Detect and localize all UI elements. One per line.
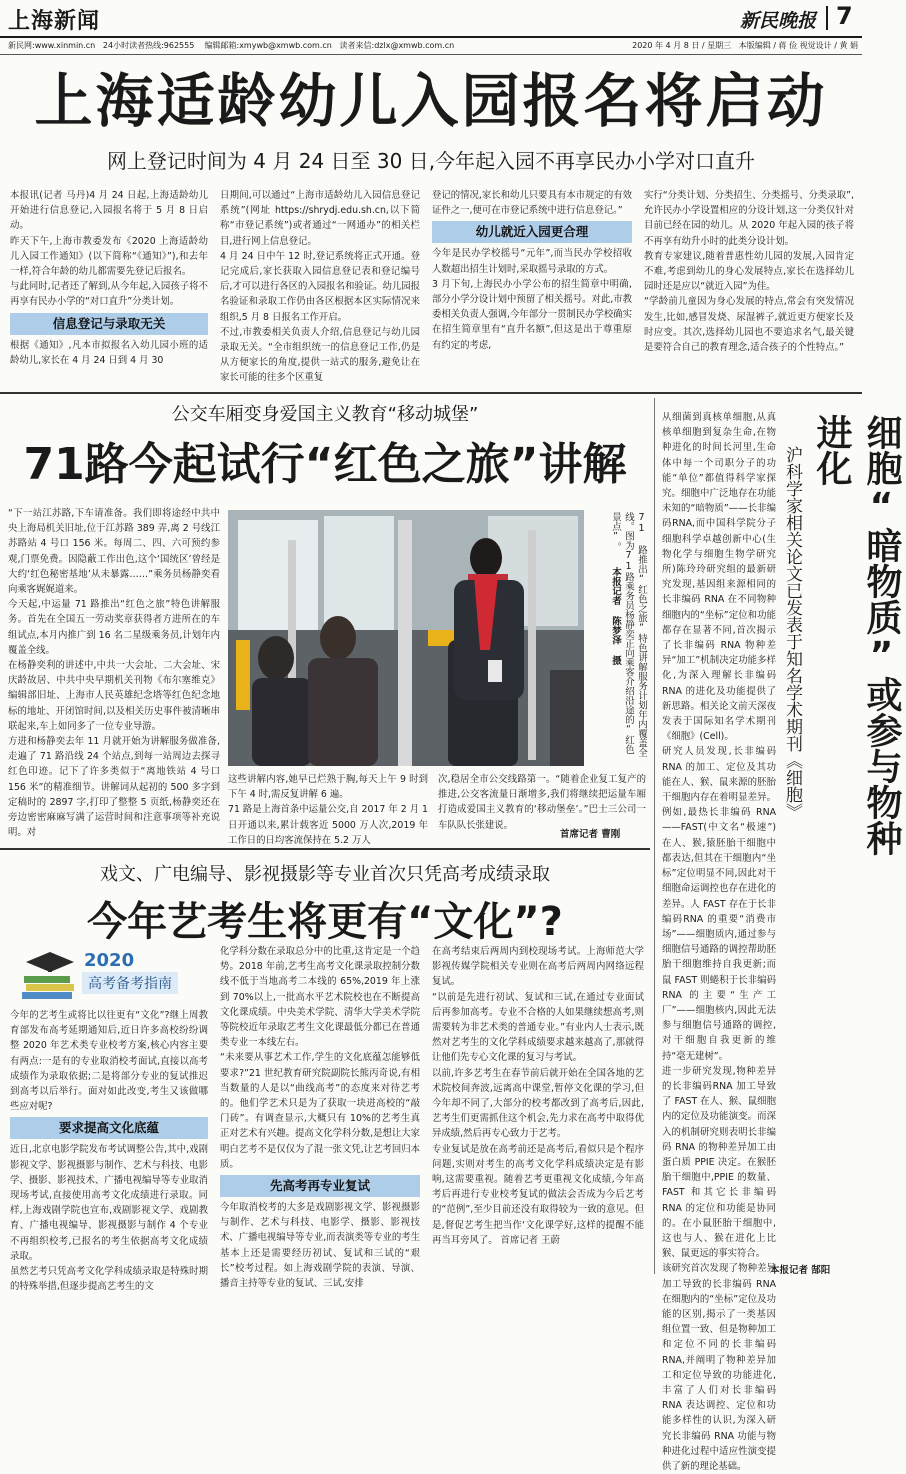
badge-year: 2020 [84, 950, 135, 971]
lead-column-2 [220, 188, 420, 388]
masthead-info-line [8, 40, 858, 52]
bus-headline: 71路今起试行“红色之旅”讲解 [23, 439, 627, 490]
cell-column-upper [662, 410, 776, 1473]
bus-photo-caption [592, 512, 648, 762]
gaokao-guide-badge [18, 948, 208, 1000]
bus-byline: 首席记者 曹刚 [560, 829, 621, 840]
art-kicker: 戏文、广电编导、影视摄影等专业首次只凭高考成绩录取 [100, 864, 550, 885]
art-col3: 在高考结束后两周内到校现场考试。上海师范大学影视传媒学院相关专业则在高考后两周内网络远程复试。 “以前是先进行初试、复试和三试,在通过专业面试后再参加高考。专业不合格的人如果继续想高考,则需要转为非艺术类的普通专业。”有业内人士表示,既然对艺考生的文化学科成绩要求越来越高了,那就得让他们先专心文化课的复习与考试。 以前,许多艺考生在春节前后就开始在全国各地的艺术院校间奔波,远离高中课堂,暂停文化课的学习,但今年却不同了,大部分的校考都改到了高考后,因此,艺考生们更需抓住这个机会,先力求在高考中取得优异成绩,然后再专心致力于艺考。 专业复试是放在高考前还是高考后,看似只是个程序问题,实则对考生的高考文化学科成绩决定是有影响,这需要重视。随着艺考更重视文化成绩,今年高考后再进行专业校考复试的做法会否成为今后艺考的“范例”,至少目前还没有取得较为一致的意见。但是,督促艺考生把当作‘文化课学好,这样的提醒不能再当耳旁风了。 首席记者 王蔚 [432, 946, 644, 1246]
lead-col1a: 本报讯(记者 马丹)4 月 24 日起,上海适龄幼儿开始进行信息登记,入园报名将于 5 月 8 日启动。 昨天下午,上海市教委发布《2020 上海适龄幼儿入园工作通知》(以下简称“《通知》”),和去年一样,符合年龄的幼儿都需要先登记后报名。 与此同时,记者还了解到,从今年起,入园孩子将不再享有民办小学的“对口直升”分类计划。 [10, 190, 208, 308]
cell-headline: 细胞“暗物质”或参与物种进化 [811, 414, 902, 856]
art-col1a: 今年的艺考生或将比以往更有“文化”?继上周教育部发布高考延期通知后,近日许多高校纷纷调整 2020 年艺术类专业校考方案,核心内容主要有两点:一是有的专业取消校考面试,直接以高考成绩作为录取依据;二是将部分专业的复试推迟到高考以后举行。面对如此改变,考生又该做哪些应对呢? [10, 1010, 208, 1113]
photo-caption-text: 71 路推出“红色之旅”特色讲解服务计划年内覆盖全线。图为71路乘务员杨静奕正向乘客介绍沿途的“红色景点”。 [610, 512, 647, 757]
editor-email: 编辑邮箱:xmywb@xmwb.com.cn [204, 41, 332, 50]
bus-column-2 [228, 772, 428, 846]
lead-col3a: 登记的情况,家长和幼儿只要具有本市规定的有效证件之一,便可在市登记系统中进行信息登记。” [432, 190, 632, 217]
art-column-3 [432, 944, 644, 1274]
bus-bottom-rule [0, 848, 650, 850]
art-subhead-1: 要求提高文化底蕴 [10, 1117, 208, 1139]
page-credits: 本版编辑 / 蒋 俭 视觉设计 / 黄 娟 [738, 41, 858, 50]
reader-email: 读者来信:dzlx@xmwb.com.cn [339, 41, 455, 50]
bus-interior-illustration [228, 510, 584, 766]
art-column-2 [220, 944, 420, 1290]
lead-headline: 上海适龄幼儿入园报名将启动 [34, 67, 828, 135]
paper-name: 新民晚报 [740, 10, 817, 32]
right-column-divider [654, 398, 655, 1274]
lead-col2: 日期间,可以通过“上海市适龄幼儿入园信息登记系统”(网址 https://shrydj.edu.sh.cn,以下简称“市登记系统”)或者通过“一网通办”的相关栏目,进行网上信息登记。 4 月 24 日中午 12 时,登记系统将正式开通。登记完成后,家长获取入园信息登记表和登记编号后,才可以进行各区的入园报名和验证。幼儿园报名验证和录取工作仍由各区根据本区实际情况来组织,5 月 8 日报名工作开启。 不过,市教委相关负责人介绍,信息登记与幼儿园录取无关。“全市组织统一的信息登记工作,仍是从方便家长的角度,提供一站式的服务,避免让在家长可能的往多个区重复 [220, 190, 420, 384]
bus-column-3 [438, 772, 646, 831]
badge-text: 高考备考指南 [82, 972, 178, 994]
lead-subhead-2: 幼儿就近入园更合理 [432, 221, 632, 243]
books-icon [18, 948, 88, 1000]
cell-subheadline: 沪科学家相关论文已发表于知名学术期刊《细胞》 [782, 446, 802, 820]
bus-col3: 次,稳居全市公交线路第一。“随着企业复工复产的推进,公交客流量日渐增多,我们将继续把运量车厢打造成爱国主义教育的‘移动堡垒’。”巴士三公司一车队队长张建说。 [438, 774, 646, 831]
lead-column-4 [644, 188, 854, 388]
photo-credit: 本报记者 陈梦泽 摄 [610, 566, 621, 665]
art-col2b: 今年取消校考的大多是戏剧影视文学、影视摄影与制作、艺术与科技、电影学、摄影、影视技术、广播电视编导等专业,而表演类等专业的考生基本上还是需要经历初试、复试和三试的“艰长”校考过程。如上海戏剧学院的表演、导演、播音主持等专业的复试、三试,安排 [220, 1202, 420, 1290]
art-column-1 [10, 1008, 208, 1293]
lead-subheadline: 网上登记时间为 4 月 24 日至 30 日,今年起入园不再享民办小学对口直升 [106, 149, 756, 173]
bus-col2: 这些讲解内容,她早已烂熟于胸,每天上午 9 时到下午 4 时,需反复讲解 6 遍。 71 路是上海首条中运量公交,自 2017 年 2 月 1 日开通以来,累计载客近 5000 万人次,2019 年工作日的日均客流保持在 5.2 万人 [228, 774, 428, 846]
art-col2a: 化学科分数在录取总分中的比重,这肯定是一个趋势。2018 年前,艺考生高考文化课录取控制分数线不低于当地高考二本线的 65%,2019 年上涨到 70%以上,一批高水平艺术院校也在不断提高文化课成绩。中央美术学院、清华大学美术学院等院校近年录取艺考生文化课最低分都已在普通类专业一本线左右。 “未来要从事艺术工作,学生的文化底蕴怎能够低要求?”21 世纪教育研究院副院长熊丙奇说,有相当数量的人是以“曲线高考”的态度来对待艺考的。他们学艺术只是为了获取一块进高校的“敲门砖”。有调查显示,大概只有 10%的艺考生真正对艺术有兴趣。提高文化学科分数,是想让大家明白艺考不是仅仅为了混一张文凭,让艺考回归本质。 [220, 946, 420, 1170]
section-name: 上海新闻 [8, 9, 101, 34]
page-number: 7 [836, 2, 853, 30]
cell-byline: 本报记者 郜阳 [770, 1265, 831, 1276]
bus-kicker: 公交车厢变身爱国主义教育“移动城堡” [171, 404, 479, 425]
lead-column-3 [432, 188, 632, 388]
hotline: 24小时读者热线:962555 [102, 41, 195, 50]
lead-col4: 实行“分类计划、分类招生、分类摇号、分类录取”,允许民办小学设置相应的分设计划,这一分类仅针对目前已经在园的幼儿。从 2020 年起入园的孩子将不再享有幼升小时的此类分设计划。 教育专家建议,随着普惠性幼儿园的发展,入园肯定不难,考虑到幼儿的身心发展特点,家长在选择幼儿园时还是应以“就近入园”为佳。 “学龄前儿童因为身心发展的特点,常会有突发情况发生,比如,感冒发烧、尿湿裤子,就近更方便家长及时应变。其次,选择幼儿园也不要追求名气,最关键是要符合自己的教育理念,适合孩子的个性特点。” [644, 190, 854, 354]
art-col1b: 近日,北京电影学院发布考试调整公告,其中,戏剧影视文学、影视摄影与制作、艺术与科技、电影学、摄影、影视技术、广播电视编导等专业取消现场考试,直接使用高考文化成绩进行录取。同样,上海戏剧学院也宣布,戏剧影视文学、戏剧教育、广播电视编导、影视摄影与制作 4 个专业不再组织校考,已报名的考生依据高考文化成绩录取。 虽然艺考只凭高考文化学科成绩录取是特殊时期的特殊举措,但逐步提高艺考生的文 [10, 1144, 208, 1293]
bus-column-1 [8, 506, 220, 842]
website: 新民网:www.xinmin.cn [8, 41, 96, 50]
art-subhead-2: 先高考再专业复试 [220, 1175, 420, 1197]
bus-photo [228, 510, 584, 766]
lead-bottom-rule [0, 392, 862, 394]
lead-column-1 [10, 188, 208, 388]
lead-col3b: 今年是民办学校摇号“元年”,而当民办学校招收人数超出招生计划时,采取摇号录取的方式。 3 月下旬,上海民办小学公布的招生简章中明确,部分小学分设计划中预留了相关摇号。对此,市教委相关负责人强调,今年部分一贯制民办学校确实在招生简章里有“直升名额”,但这是出于尊重原有约定的考虑, [432, 248, 632, 351]
cell-body: 从细菌到真核单细胞,从真核单细胞到复杂生命,在物种进化的时间长河里,生命体中每一个司职分子的功能“单位”都值得科学家探究。细胞中广泛地存在功能未知的“暗物质”——长非编码RNA,而中国科学院分子细胞科学卓越创新中心(生物化学与细胞生物学研究所)陈玲玲研究组的最新研究发现,基因组来源相同的长非编码 RNA 在不同物种细胞内的“坐标”定位和功能都存在显著不同,首次揭示了长非编码 RNA 物种差异“加工”机制决定功能多样化,为深入理解长非编码 RNA 的进化及功能提供了新思路。相关论文前天深夜发表于国际知名学术期刊《细胞》(Cell)。 研究人员发现,长非编码 RNA 的加工、定位及其功能在人、猴、鼠来源的胚胎干细胞内存在着明显差异。例如,最热长非编码 RNA——FAST(中文名“极速”)在人、猴,猿胚胎干细胞中都表达,但其在干细胞内“坐标”定位明显不同,因此对干细胞命运调控也存在进化的差异。人 FAST 存在于长非编码RNA 的重要“消费市场”——细胞质内,通过参与细胞信号通路的调控帮助胚胎干细胞维持自我更新;而鼠 FAST 则蜷积于长非编码 RNA 的主要“生产工厂”——细胞核内,因此无法参与细胞信号通路的调控,对干细胞自我更新的维持“毫无建树”。 进一步研究发现,物种差异的长非编码RNA 加工导致了 FAST 在人、猴、鼠细胞内的定位及功能演变。而深入的机制研究则表明长非编码 RNA 的物种差异加工由蛋白质 PPIE 决定。在猴胚胎干细胞中,PPIE 的数量、FAST 和其它长非编码 RNA 的定位和功能是协同的。在小鼠胚胎干细胞中,这也与人、猴在进化上比猴、鼠更远的事实符合。 该研究首次发现了物种差异加工导致的长非编码 RNA 在细胞内的“坐标”定位及功能的区别,揭示了一类基因组位置一致、但是物种加工和定位不同的长非编码 RNA,并阐明了物种差异加工和定位导致的功能进化,丰富了人们对长非编码 RNA 表达调控、定位和功能多样性的认识,为深入研究长非编码 RNA 功能与物种进化过程中适应性演变提供了新的理论基础。 [662, 412, 776, 1473]
page-separator [826, 6, 828, 30]
masthead-rule-2 [0, 54, 862, 55]
lead-subhead-1: 信息登记与录取无关 [10, 313, 208, 335]
issue-date: 2020 年 4 月 8 日 / 星期三 [632, 41, 732, 50]
art-headline: 今年艺考生将更有“文化”? [87, 899, 563, 945]
masthead-rule [0, 36, 862, 38]
bus-col1: “下一站江苏路,下车请准备。我们即将途经中共中央上海局机关旧址,位于江苏路 389 弄,离 2 号线江苏路站 4 号口 156 米。每周二、四、六可预约参观,门票免费。因隐蔽工作出色,这个‘国统区’曾经是大约‘红色秘密基地’从未暴露……”乘务员杨静奕看向乘客娓娓道来。 今天起,中运量 71 路推出“红色之旅”特色讲解服务。首先在全国五一劳动奖章获得者方进所在的车组试点,本月内推广到 16 名二星级乘务员,计划年内覆盖全线。 在杨静奕利的讲述中,中共一大会址、二大会址、宋庆龄故居、中共中央早期机关刊物《布尔塞维克》编辑部旧址、上海市人民英雄纪念塔等红色纪念地标的地址、开闭馆时间,以及相关历史事件被清晰串联起来,车上如同多了一位专业导游。 方进和杨静奕去年 11 月就开始为讲解服务做准备,走遍了 71 路沿线 24 个站点,到每一站周边去探寻红色印迹。记下了许多类似于“离地铁站 4 号口 156 米”的精准细节。讲解词从起初的 500 多字到定稿时的 2897 字,打印了整整 5 页纸,杨静奕还在旁边密密麻麻写满了运营时间和注意事项等补充说明。对 [8, 508, 220, 839]
lead-col1b: 根据《通知》,凡本市拟报名入幼儿园小班的适龄幼儿,家长在 4 月 24 日到 4 月 30 [10, 339, 208, 366]
